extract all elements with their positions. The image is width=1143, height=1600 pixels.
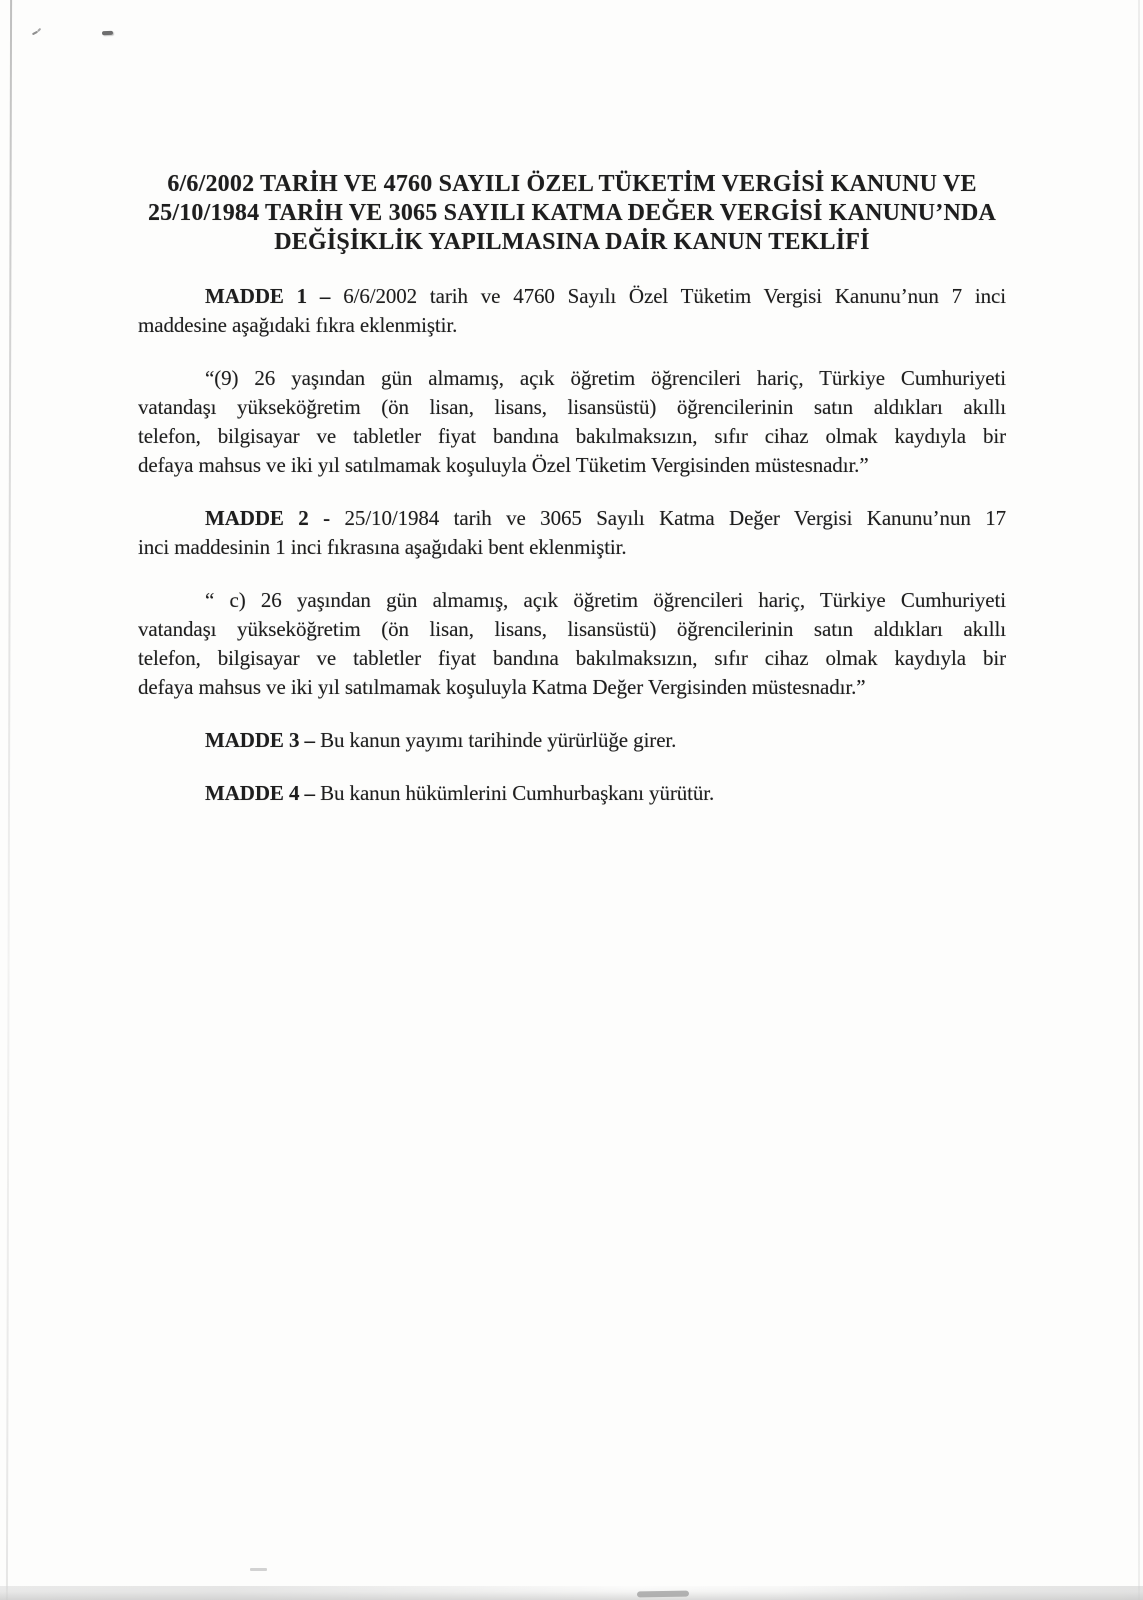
article-2-label: MADDE 2 - [205,506,331,530]
clause-9-paragraph [138,364,1006,480]
clause-c-line-2: vatandaşı yükseköğretim (ön lisan, lisans, lisansüstü) öğrencilerinin satın aldıkları akıllı [138,617,1006,641]
clause-9-line-3: telefon, bilgisayar ve tabletler fiyat bandına bakılmaksızın, sıfır cihaz olmak kaydıyla bir [138,424,1006,448]
article-3-text-1: Bu kanun yayımı tarihinde yürürlüğe girer. [320,728,677,752]
article-4-paragraph [138,779,1006,808]
clause-c-paragraph [138,586,1006,702]
article-2-paragraph [138,504,1006,562]
article-3-line-1 [138,726,1006,755]
article-3-paragraph [138,726,1006,755]
clause-c-line-4: defaya mahsus ve iki yıl satılmamak koşuluyla Katma Değer Vergisinden müstesnadır.” [138,675,866,699]
title-line-3: DEĞİŞİKLİK YAPILMASINA DAİR KANUN TEKLİFİ [274,229,870,255]
clause-9-line-2: vatandaşı yükseköğretim (ön lisan, lisans, lisansüstü) öğrencilerinin satın aldıkları akıllı [138,395,1006,419]
article-2-text-1: 25/10/1984 tarih ve 3065 Sayılı Katma Değer Vergisi Kanunu’nun 17 [344,506,1006,530]
clause-c-line-3: telefon, bilgisayar ve tabletler fiyat bandına bakılmaksızın, sıfır cihaz olmak kaydıyla bir [138,646,1006,670]
document-title [138,170,1006,257]
article-4-label: MADDE 4 – [205,781,315,805]
scan-edge-line-right [1138,0,1140,1600]
scan-bottom-dash [250,1568,267,1571]
clause-9-line-1: “(9) 26 yaşından gün almamış, açık öğretim öğrencileri hariç, Türkiye Cumhuriyeti [205,366,1006,390]
document-content [138,170,1006,832]
article-1-text-1: 6/6/2002 tarih ve 4760 Sayılı Özel Tüketim Vergisi Kanunu’nun 7 inci [343,284,1006,308]
article-4-line-1 [138,779,1006,808]
scan-bottom-smudge [637,1591,689,1598]
clause-9-line-4: defaya mahsus ve iki yıl satılmamak koşuluyla Özel Tüketim Vergisinden müstesnadır.” [138,453,869,477]
scan-edge-line-left [6,0,12,1600]
article-4-text-1: Bu kanun hükümlerini Cumhurbaşkanı yürütür. [320,781,715,805]
article-1-line-1 [138,282,1006,311]
scan-pen-mark-1 [32,29,40,36]
article-1-label: MADDE 1 – [205,284,331,308]
article-3-label: MADDE 3 – [205,728,315,752]
scan-pen-mark-2 [102,31,113,36]
article-2-line-1 [138,504,1006,533]
scan-bottom-shadow [0,1586,1143,1600]
article-2-line-2: inci maddesinin 1 inci fıkrasına aşağıdaki bent eklenmiştir. [138,535,627,559]
article-1-line-2: maddesine aşağıdaki fıkra eklenmiştir. [138,313,458,337]
article-1-paragraph [138,282,1006,340]
title-line-1: 6/6/2002 TARİH VE 4760 SAYILI ÖZEL TÜKETİM VERGİSİ KANUNU VE [167,171,977,197]
clause-c-line-1: “ c) 26 yaşından gün almamış, açık öğretim öğrencileri hariç, Türkiye Cumhuriyeti [205,588,1006,612]
title-line-2: 25/10/1984 TARİH VE 3065 SAYILI KATMA DEĞER VERGİSİ KANUNU’NDA [147,200,997,226]
